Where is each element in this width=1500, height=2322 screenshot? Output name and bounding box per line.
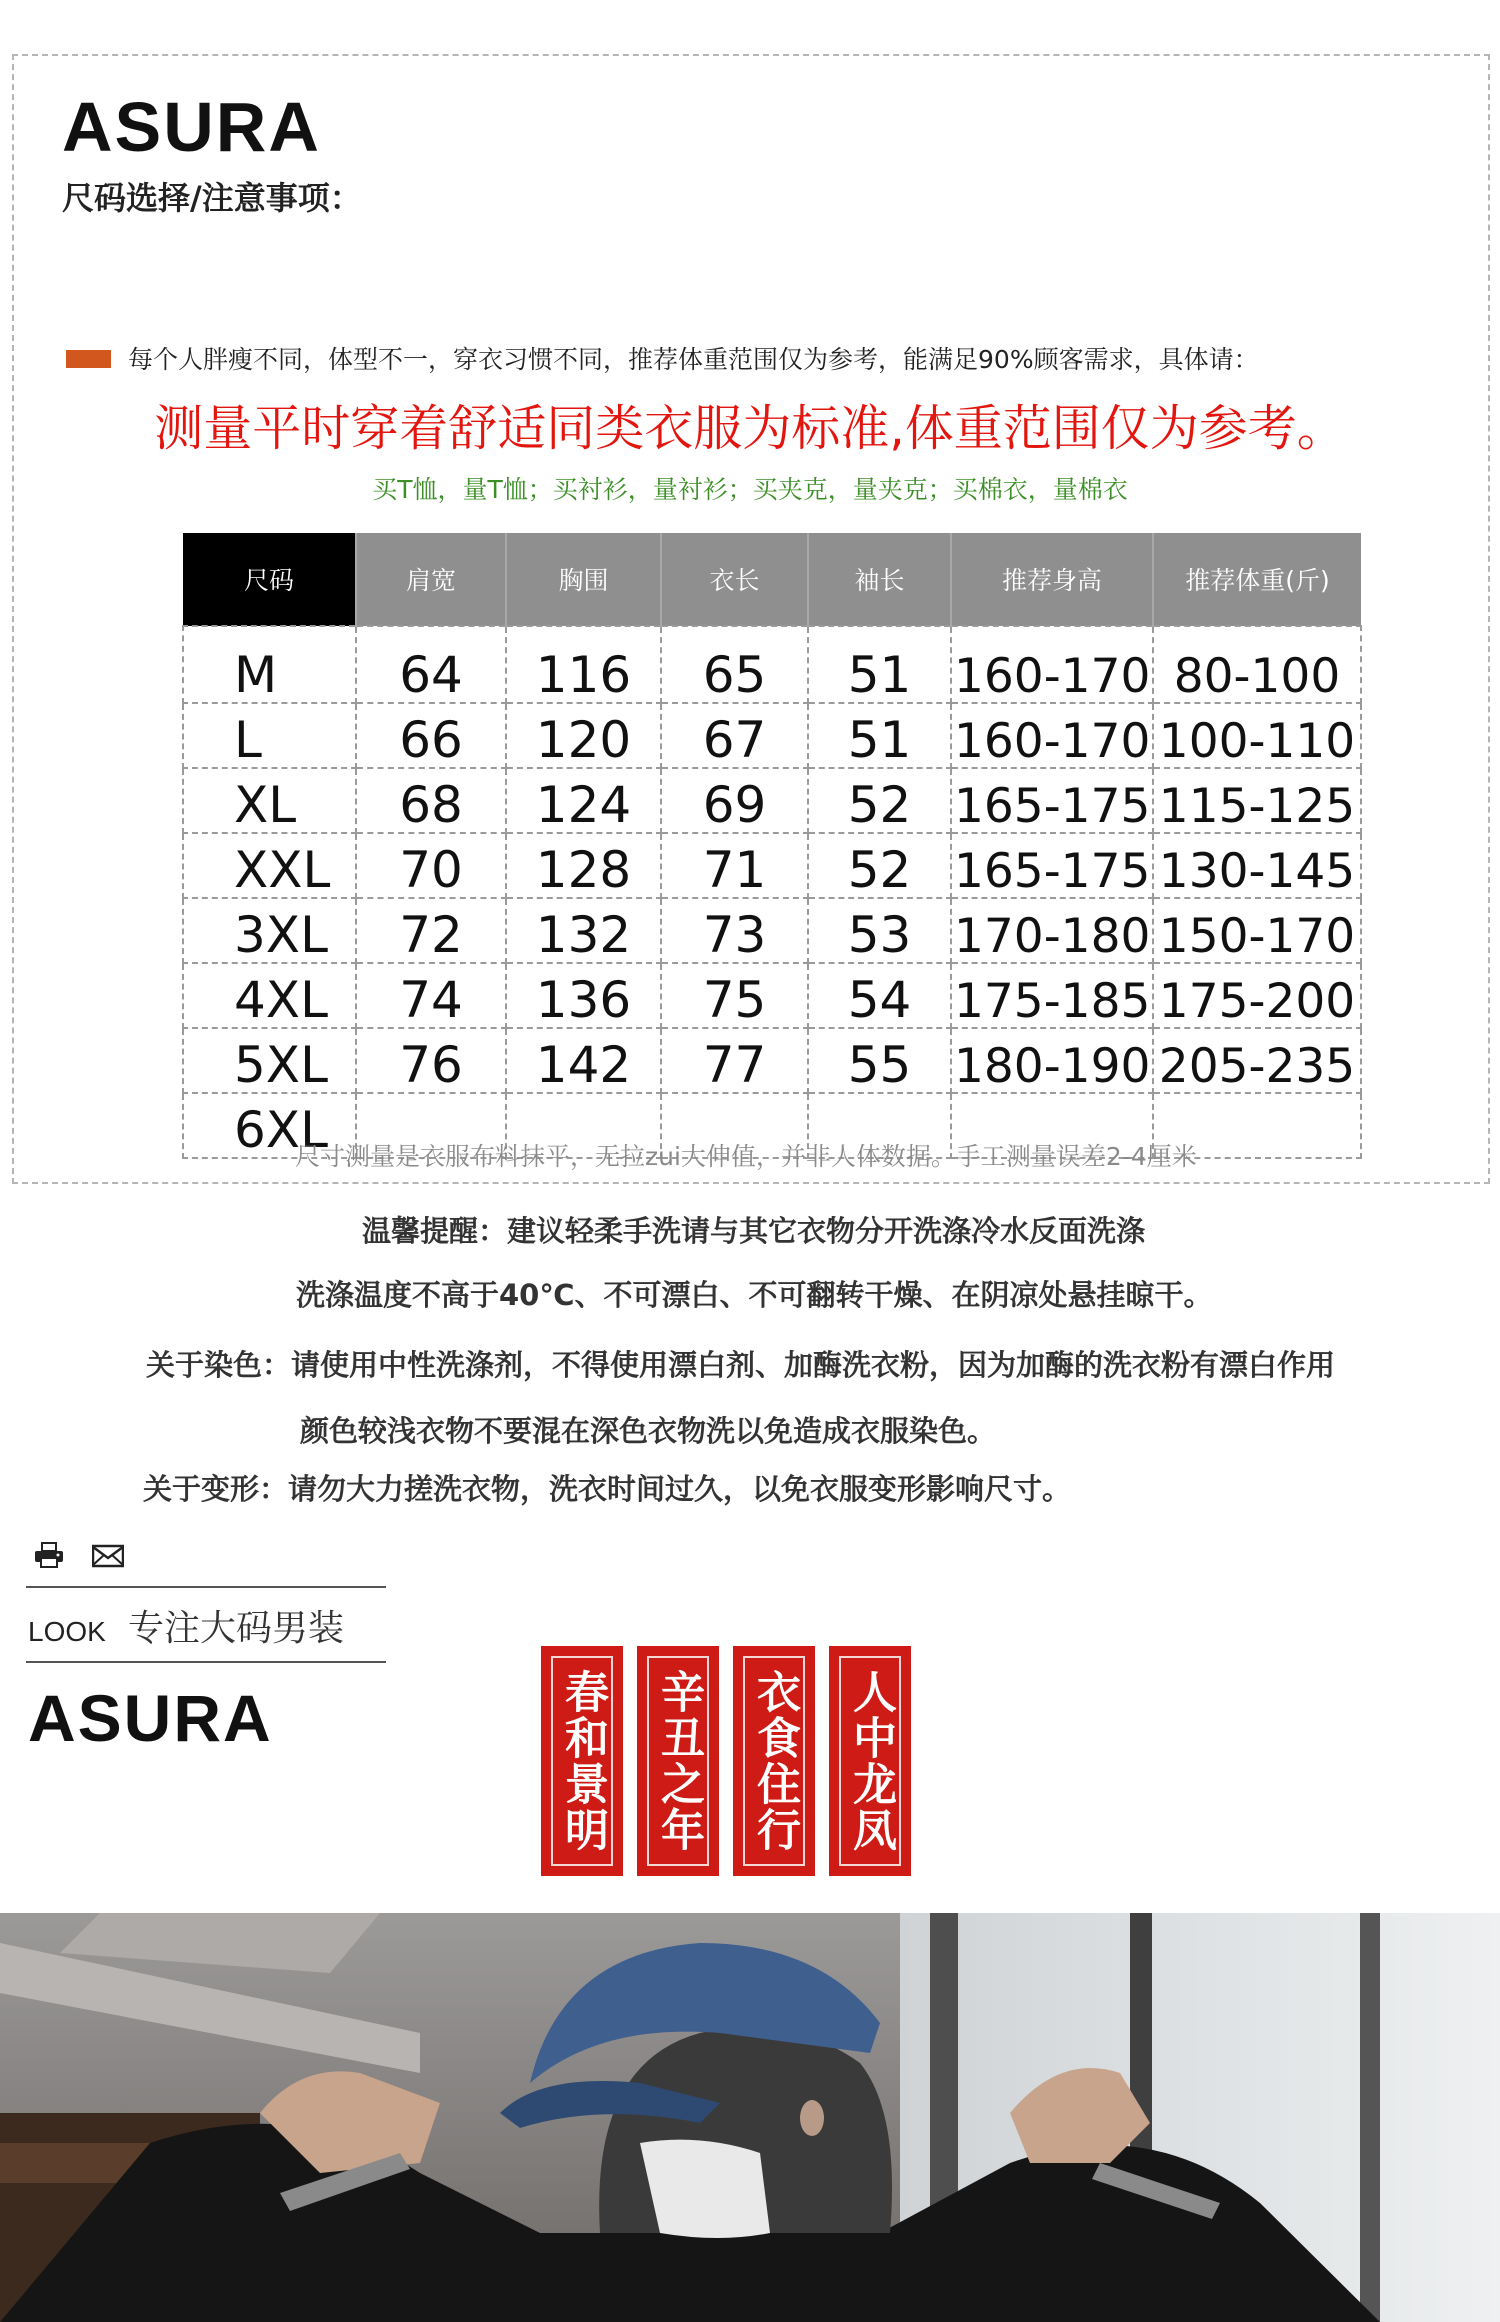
table-row (183, 898, 1361, 963)
table-cell: L (183, 703, 356, 768)
seal-text: 人中龙凤 (845, 1669, 896, 1853)
table-cell: 55 (808, 1028, 951, 1093)
table-cell: 165-175 (951, 768, 1153, 833)
header-sleeve: 袖长 (808, 533, 951, 626)
table-cell: 51 (808, 626, 951, 703)
table-cell: 160-170 (951, 626, 1153, 703)
seal-text: 衣食住行 (749, 1669, 800, 1853)
measurement-disclaimer: 尺寸测量是衣服布料抹平，无拉zui大伸值，并非人体数据。手工测量误差2-4厘米 (295, 1142, 1197, 1171)
header-shoulder: 肩宽 (356, 533, 506, 626)
table-cell: 64 (356, 626, 506, 703)
table-row (183, 963, 1361, 1028)
table-cell: 132 (506, 898, 661, 963)
seal-text: 辛丑之年 (653, 1669, 704, 1853)
table-cell: 74 (356, 963, 506, 1028)
dye-note-continued: 颜色较浅衣物不要混在深色衣物洗以免造成衣服染色。 (300, 1414, 997, 1448)
table-cell: 4XL (183, 963, 356, 1028)
seal-stamp (541, 1646, 623, 1876)
footer-brand-logo: ASURA (28, 1681, 273, 1755)
divider (26, 1586, 386, 1588)
table-cell: 3XL (183, 898, 356, 963)
table-cell: 75 (661, 963, 808, 1028)
table-cell: M (183, 626, 356, 703)
table-cell: 128 (506, 833, 661, 898)
table-cell: 77 (661, 1028, 808, 1093)
table-cell: 70 (356, 833, 506, 898)
table-cell: 175-185 (951, 963, 1153, 1028)
size-table (182, 533, 1362, 1159)
seal-stamp (829, 1646, 911, 1876)
table-cell: 5XL (183, 1028, 356, 1093)
table-cell: 136 (506, 963, 661, 1028)
measure-standard-note: 测量平时穿着舒适同类衣服为标准,体重范围仅为参考。 (154, 400, 1346, 457)
divider (26, 1661, 386, 1663)
table-row (183, 703, 1361, 768)
model-photo (0, 1913, 1500, 2322)
table-cell: 124 (506, 768, 661, 833)
tagline: 专注大码男装 (128, 1608, 345, 1649)
table-cell: 100-110 (1153, 703, 1361, 768)
fit-note: 每个人胖瘦不同，体型不一，穿衣习惯不同，推荐体重范围仅为参考，能满足90%顾客需求，具体请： (128, 345, 1259, 374)
table-cell: 115-125 (1153, 768, 1361, 833)
seal-text: 春和景明 (557, 1669, 608, 1853)
table-cell: 160-170 (951, 703, 1153, 768)
table-cell: 54 (808, 963, 951, 1028)
table-cell: 180-190 (951, 1028, 1153, 1093)
brand-logo: ASURA (62, 88, 321, 166)
table-cell: XL (183, 768, 356, 833)
table-row (183, 768, 1361, 833)
table-cell: 150-170 (1153, 898, 1361, 963)
header-weight: 推荐体重(斤) (1153, 533, 1361, 626)
table-cell: 65 (661, 626, 808, 703)
table-cell: 53 (808, 898, 951, 963)
table-cell: 68 (356, 768, 506, 833)
care-reminder: 温馨提醒：建议轻柔手洗请与其它衣物分开洗涤冷水反面洗涤 (362, 1214, 1146, 1248)
print-icon[interactable] (34, 1542, 64, 1568)
seal-stamp (637, 1646, 719, 1876)
table-row (183, 626, 1361, 703)
header-chest: 胸围 (506, 533, 661, 626)
note-accent-bar (66, 350, 111, 368)
table-cell: 205-235 (1153, 1028, 1361, 1093)
table-cell: 170-180 (951, 898, 1153, 963)
deformation-note: 关于变形：请勿大力搓洗衣物，洗衣时间过久，以免衣服变形影响尺寸。 (143, 1472, 1072, 1506)
mail-icon[interactable] (92, 1544, 124, 1568)
table-cell: 71 (661, 833, 808, 898)
table-cell: 73 (661, 898, 808, 963)
table-cell: 52 (808, 768, 951, 833)
look-label: LOOK (28, 1616, 106, 1647)
table-cell: 6XL (183, 1093, 356, 1158)
table-cell: 116 (506, 626, 661, 703)
header-length: 衣长 (661, 533, 808, 626)
table-cell: 175-200 (1153, 963, 1361, 1028)
table-cell: 142 (506, 1028, 661, 1093)
buy-measure-note: 买T恤，量T恤；买衬衫，量衬衫；买夹克，量夹克；买棉衣，量棉衣 (372, 475, 1128, 504)
table-row (183, 1028, 1361, 1093)
table-cell: 165-175 (951, 833, 1153, 898)
size-table-header (183, 533, 1361, 626)
page-subtitle: 尺码选择/注意事项： (62, 179, 362, 217)
wash-temperature-note: 洗涤温度不高于40℃、不可漂白、不可翻转干燥、在阴凉处悬挂晾干。 (296, 1278, 1213, 1312)
table-cell: 120 (506, 703, 661, 768)
seal-stamp (733, 1646, 815, 1876)
table-row (183, 833, 1361, 898)
table-cell: 52 (808, 833, 951, 898)
table-cell: XXL (183, 833, 356, 898)
table-cell: 66 (356, 703, 506, 768)
table-cell: 72 (356, 898, 506, 963)
header-size: 尺码 (183, 533, 356, 626)
table-cell: 67 (661, 703, 808, 768)
dye-note: 关于染色：请使用中性洗涤剂，不得使用漂白剂、加酶洗衣粉，因为加酶的洗衣粉有漂白作用 (146, 1348, 1336, 1382)
table-cell: 69 (661, 768, 808, 833)
header-height: 推荐身高 (951, 533, 1153, 626)
table-cell: 130-145 (1153, 833, 1361, 898)
table-cell: 80-100 (1153, 626, 1361, 703)
table-cell: 51 (808, 703, 951, 768)
table-cell: 76 (356, 1028, 506, 1093)
